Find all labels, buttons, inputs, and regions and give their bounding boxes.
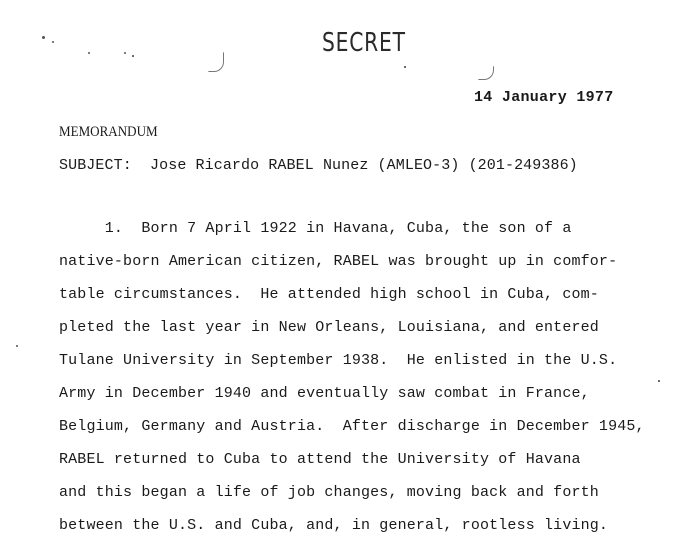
paragraph-line: 1. Born 7 April 1922 in Havana, Cuba, the son of a (59, 220, 572, 237)
scan-speck (88, 52, 90, 54)
scan-speck (132, 55, 134, 57)
paragraph-line: between the U.S. and Cuba, and, in general, rootless living. (59, 517, 609, 534)
subject-label: SUBJECT: (59, 157, 132, 174)
classification-stamp: SECRET (322, 28, 406, 58)
paragraph-line: native-born American citizen, RABEL was brought up in comfor- (59, 253, 618, 270)
scan-mark (208, 52, 224, 72)
scan-speck (16, 345, 18, 347)
scan-speck (42, 36, 45, 39)
subject-value: Jose Ricardo RABEL Nunez (AMLEO-3) (201-249386) (150, 157, 578, 174)
paragraph-line: Army in December 1940 and eventually saw combat in France, (59, 385, 590, 402)
memo-date: 14 January 1977 (474, 89, 614, 106)
paragraph-line: RABEL returned to Cuba to attend the University of Havana (59, 451, 581, 468)
scan-speck (404, 66, 406, 68)
scan-mark (478, 66, 494, 80)
paragraph-line: Belgium, Germany and Austria. After discharge in December 1945, (59, 418, 645, 435)
paragraph-line: table circumstances. He attended high school in Cuba, com- (59, 286, 599, 303)
paragraph-line: and this began a life of job changes, moving back and forth (59, 484, 599, 501)
paragraph-1 (59, 220, 645, 538)
paragraph-line: Tulane University in September 1938. He enlisted in the U.S. (59, 352, 618, 369)
scan-speck (124, 52, 126, 54)
scan-speck (52, 41, 54, 43)
subject-line (59, 157, 578, 174)
paragraph-line: pleted the last year in New Orleans, Louisiana, and entered (59, 319, 599, 336)
document-type: MEMORANDUM (59, 124, 158, 140)
scan-speck (658, 380, 660, 382)
